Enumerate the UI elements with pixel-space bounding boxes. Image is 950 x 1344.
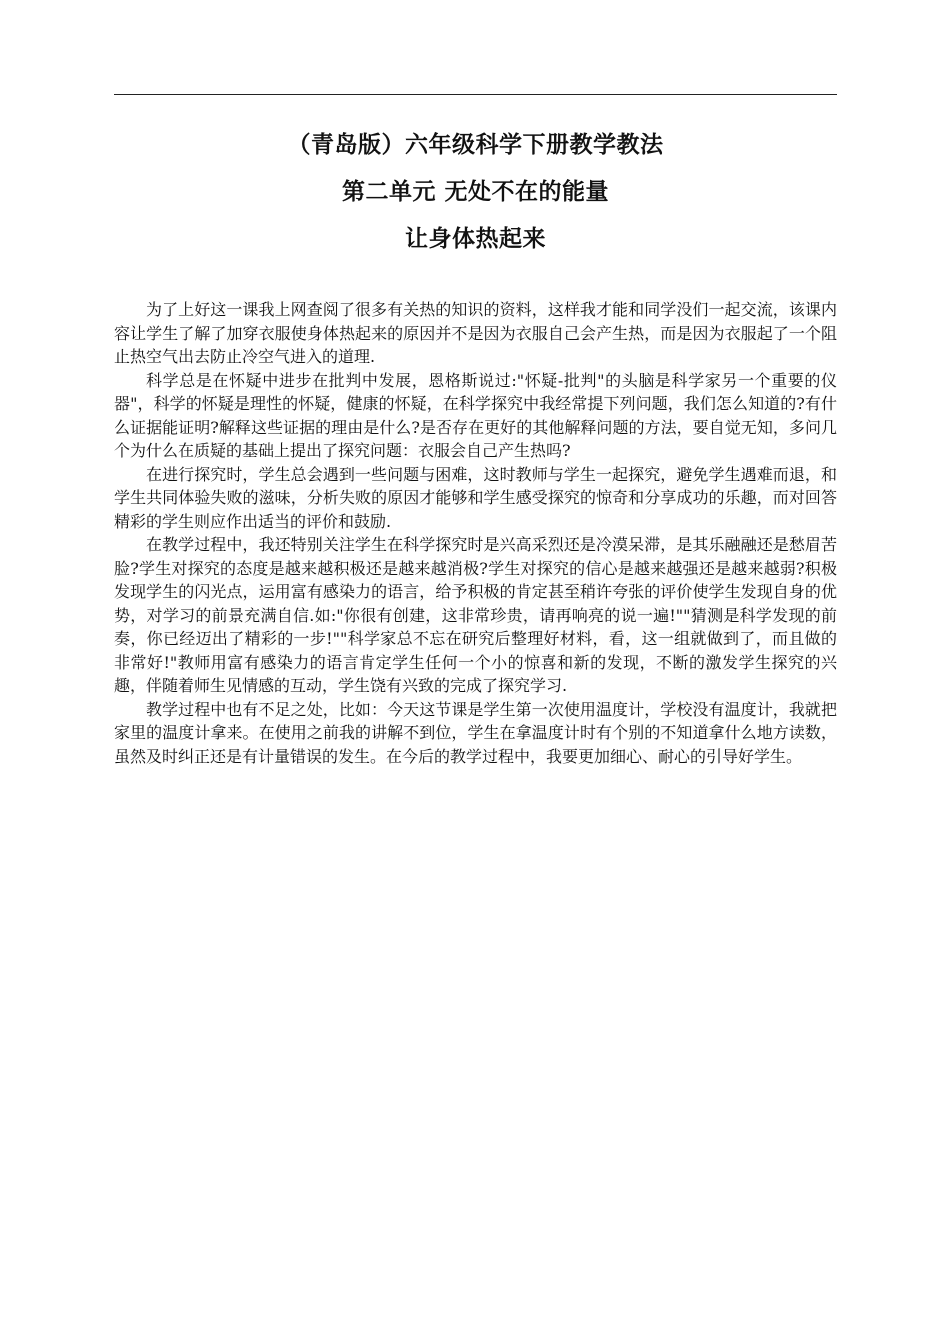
paragraph: 教学过程中也有不足之处，比如：今天这节课是学生第一次使用温度计，学校没有温度计，我就把家里的温度计拿来。在使用之前我的讲解不到位，学生在拿温度计时有个别的不知道拿什么地方读数，虽然及时纠正还是有计量错误的发生。在今后的教学过程中，我要更加细心、耐心的引导好学生。 [114, 699, 837, 766]
paragraph: 为了上好这一课我上网查阅了很多有关热的知识的资料，这样我才能和同学没们一起交流，该课内容让学生了解了加穿衣服使身体热起来的原因并不是因为衣服自己会产生热，而是因为衣服起了一个阻止热空气出去防止冷空气进入的道理. [114, 300, 837, 366]
lesson-title: 让身体热起来 [405, 226, 546, 252]
document-title: （青岛版）六年级科学下册教学教法 [287, 132, 664, 158]
paragraph: 在教学过程中，我还特别关注学生在科学探究时是兴高采烈还是冷漠呆滞，是其乐融融还是愁眉苦脸?学生对探究的态度是越来越积极还是越来越消极?学生对探究的信心是越来越强还是越来越弱?积极发现学生的闪光点，运用富有感染力的语言，给予积极的肯定甚至稍许夸张的评价使学生发现自身的优势，对学习的前景充满自信.如:"你很有创建，这非常珍贵，请再响亮的说一遍!""猜测是科学发现的前奏，你已经迈出了精彩的一步!""科学家总不忘在研究后整理好材料，看，这一组就做到了，而且做的非常好!"教师用富有感染力的语言肯定学生任何一个小的惊喜和新的发现，不断的激发学生探究的兴趣，伴随着师生见情感的互动，学生饶有兴致的完成了探究学习. [114, 535, 837, 695]
document-body [114, 298, 837, 768]
title-block [114, 130, 837, 271]
unit-title: 第二单元 无处不在的能量 [341, 179, 609, 205]
paragraph: 在进行探究时，学生总会遇到一些问题与困难，这时教师与学生一起探究，避免学生遇难而退，和学生共同体验失败的滋味，分析失败的原因才能够和学生感受探究的惊奇和分享成功的乐趣，而对回答精彩的学生则应作出适当的评价和鼓励. [114, 464, 837, 531]
paragraph: 科学总是在怀疑中进步在批判中发展，恩格斯说过:"怀疑-批判"的头脑是科学家另一个重要的仪器"，科学的怀疑是理性的怀疑，健康的怀疑，在科学探究中我经常提下列问题，我们怎么知道的?有什么证据能证明?解释这些证据的理由是什么?是否存在更好的其他解释问题的方法，要自觉无知，多问几个为什么在质疑的基础上提出了探究问题：衣服会自己产生热吗? [114, 370, 837, 460]
header-rule [114, 94, 837, 95]
